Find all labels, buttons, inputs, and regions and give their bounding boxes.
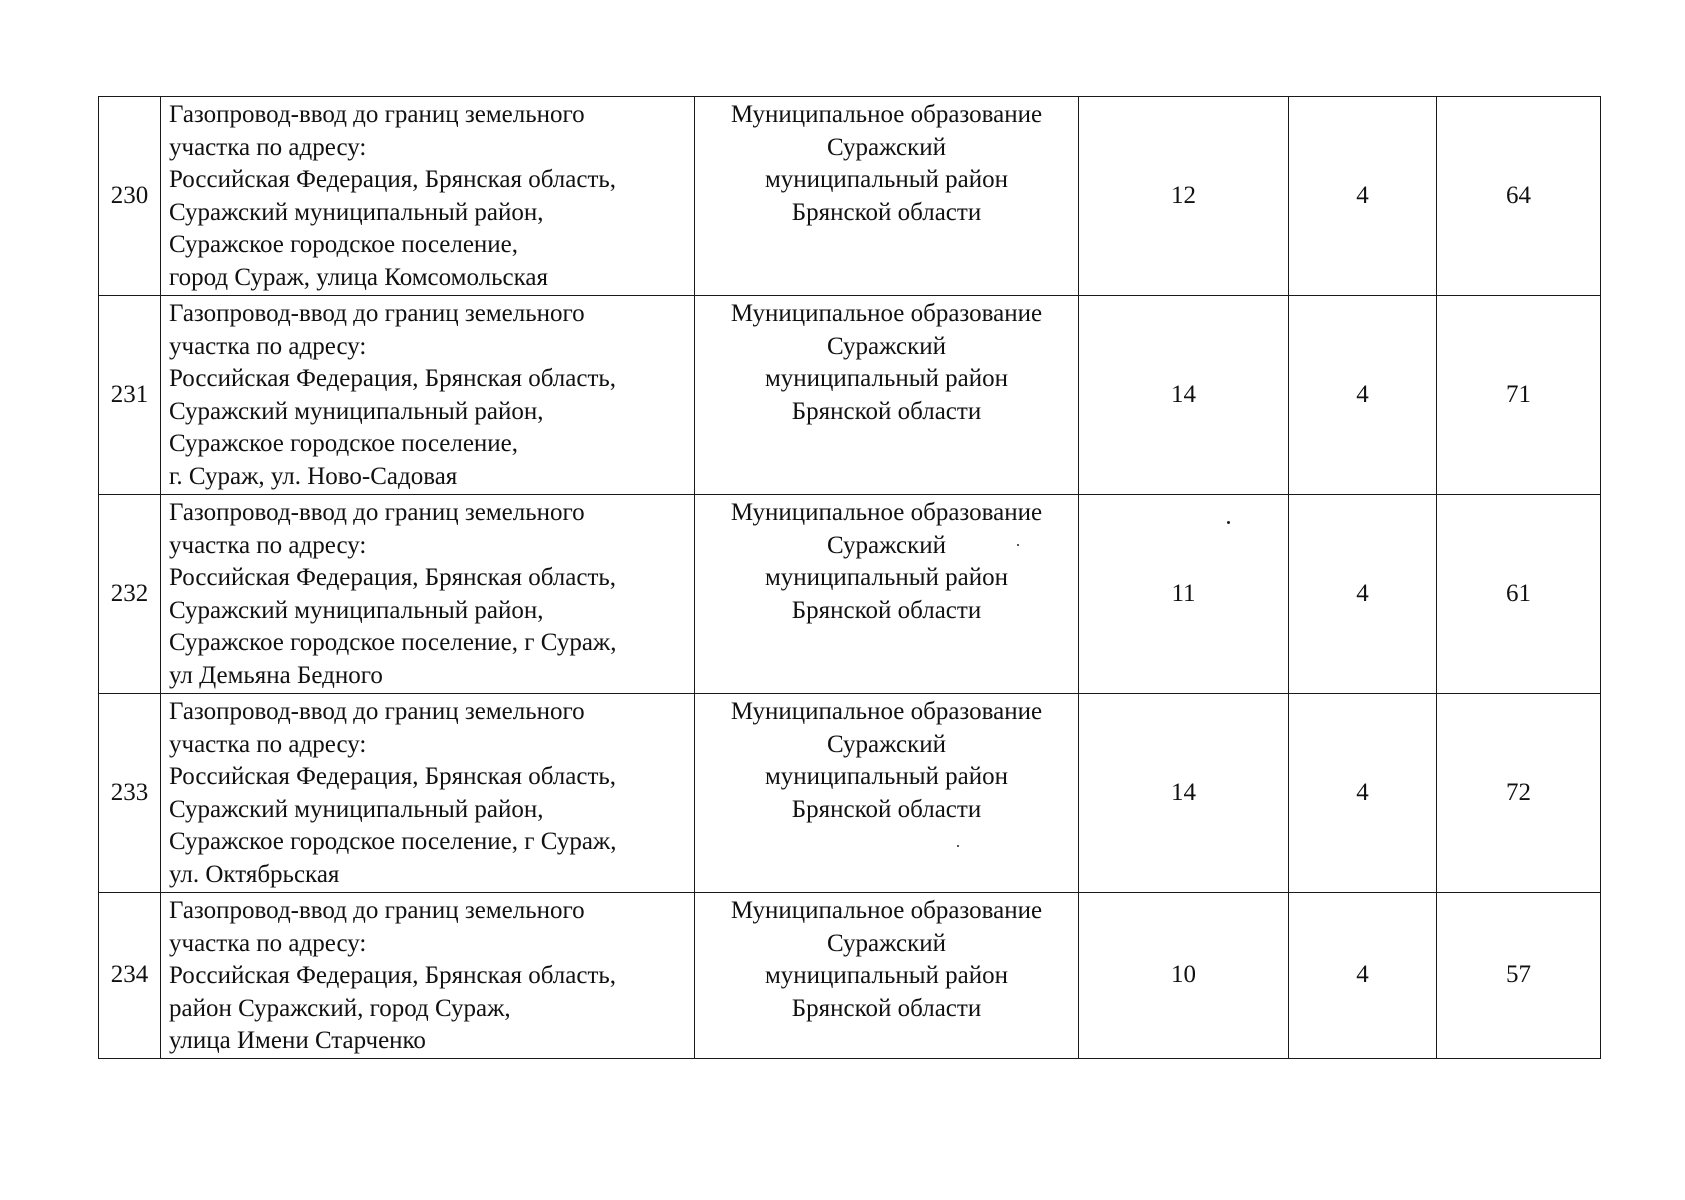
description-line: Газопровод-ввод до границ земельного	[169, 300, 585, 327]
description-line: район Суражский, город Сураж,	[169, 994, 511, 1022]
row-number: 230	[99, 97, 161, 296]
owner-line: муниципальный район	[764, 365, 1009, 392]
object-description	[161, 97, 695, 296]
description-line: Газопровод-ввод до границ земельного	[169, 101, 585, 128]
object-description	[161, 495, 695, 694]
description-line: Газопровод-ввод до границ земельного	[169, 499, 585, 526]
owner-line: Брянской области	[791, 795, 982, 823]
value-col5: 4	[1289, 296, 1437, 495]
description-line: Российская Федерация, Брянская область,	[169, 564, 617, 591]
description-line: улица Имени Старченко	[169, 1027, 426, 1054]
description-line: Суражское городское поселение, г Сураж,	[169, 828, 617, 855]
table-row	[99, 296, 1601, 495]
description-line: Суражское городское поселение,	[169, 430, 519, 457]
description-line: участка по адресу:	[169, 929, 367, 957]
value-col4: 11	[1079, 495, 1289, 694]
owner-line: Муниципальное образование	[730, 897, 1043, 924]
owner-cell	[695, 296, 1079, 495]
scan-speck	[1017, 544, 1019, 546]
description-line: участка по адресу:	[169, 730, 367, 758]
description-line: Российская Федерация, Брянская область,	[169, 365, 617, 392]
description-line: ул Демьяна Бедного	[169, 661, 383, 689]
value-col4: 10	[1079, 893, 1289, 1059]
owner-line: Суражский	[827, 531, 946, 559]
description-line: Газопровод-ввод до границ земельного	[169, 897, 585, 924]
owner-line: муниципальный район	[764, 166, 1009, 193]
row-number: 234	[99, 893, 161, 1059]
description-line: Суражский муниципальный район,	[169, 198, 544, 226]
owner-line: Брянской области	[791, 596, 982, 624]
description-line: участка по адресу:	[169, 531, 367, 559]
owner-line: Муниципальное образование	[730, 698, 1043, 725]
row-number: 232	[99, 495, 161, 694]
owner-line: Муниципальное образование	[730, 101, 1043, 128]
value-col5: 4	[1289, 893, 1437, 1059]
owner-cell	[695, 97, 1079, 296]
owner-line: Брянской области	[791, 397, 982, 425]
value-col6: 61	[1437, 495, 1601, 694]
description-line: участка по адресу:	[169, 133, 367, 161]
object-description	[161, 694, 695, 893]
description-line: Газопровод-ввод до границ земельного	[169, 698, 585, 725]
owner-line: Суражский	[827, 133, 946, 161]
description-line: Суражское городское поселение,	[169, 231, 519, 258]
table-row	[99, 495, 1601, 694]
value-col5: 4	[1289, 495, 1437, 694]
description-line: ул. Октябрьская	[169, 860, 340, 888]
owner-line: муниципальный район	[764, 763, 1009, 790]
object-description	[161, 296, 695, 495]
scan-speck	[957, 845, 959, 847]
table-row	[99, 97, 1601, 296]
description-line: город Сураж, улица Комсомольская	[169, 263, 549, 291]
description-line: Суражский муниципальный район,	[169, 397, 544, 425]
description-line: Суражское городское поселение, г Сураж,	[169, 629, 617, 656]
value-col6: 72	[1437, 694, 1601, 893]
description-line: Российская Федерация, Брянская область,	[169, 166, 617, 193]
owner-cell	[695, 694, 1079, 893]
value-col6: 64	[1437, 97, 1601, 296]
owner-cell	[695, 495, 1079, 694]
owner-line: Суражский	[827, 332, 946, 360]
owner-line: Брянской области	[791, 198, 982, 226]
value-col5: 4	[1289, 694, 1437, 893]
table-row	[99, 694, 1601, 893]
owner-line: муниципальный район	[764, 564, 1009, 591]
owner-cell	[695, 893, 1079, 1059]
owner-line: Суражский	[827, 929, 946, 957]
value-col6: 57	[1437, 893, 1601, 1059]
owner-line: Муниципальное образование	[730, 300, 1043, 327]
value-col6: 71	[1437, 296, 1601, 495]
value-col4: 14	[1079, 296, 1289, 495]
value-col4: 12	[1079, 97, 1289, 296]
owner-line: Муниципальное образование	[730, 499, 1043, 526]
table-row	[99, 893, 1601, 1059]
owner-line: Брянской области	[791, 994, 982, 1022]
object-description	[161, 893, 695, 1059]
scan-speck	[1227, 521, 1230, 524]
description-line: Суражский муниципальный район,	[169, 795, 544, 823]
owner-line: муниципальный район	[764, 962, 1009, 989]
description-line: Российская Федерация, Брянская область,	[169, 962, 617, 989]
value-col5: 4	[1289, 97, 1437, 296]
description-line: г. Сураж, ул. Ново-Садовая	[169, 462, 458, 490]
row-number: 233	[99, 694, 161, 893]
gas-pipeline-table	[98, 96, 1601, 1059]
value-col4: 14	[1079, 694, 1289, 893]
description-line: Суражский муниципальный район,	[169, 596, 544, 624]
description-line: Российская Федерация, Брянская область,	[169, 763, 617, 790]
owner-line: Суражский	[827, 730, 946, 758]
row-number: 231	[99, 296, 161, 495]
description-line: участка по адресу:	[169, 332, 367, 360]
